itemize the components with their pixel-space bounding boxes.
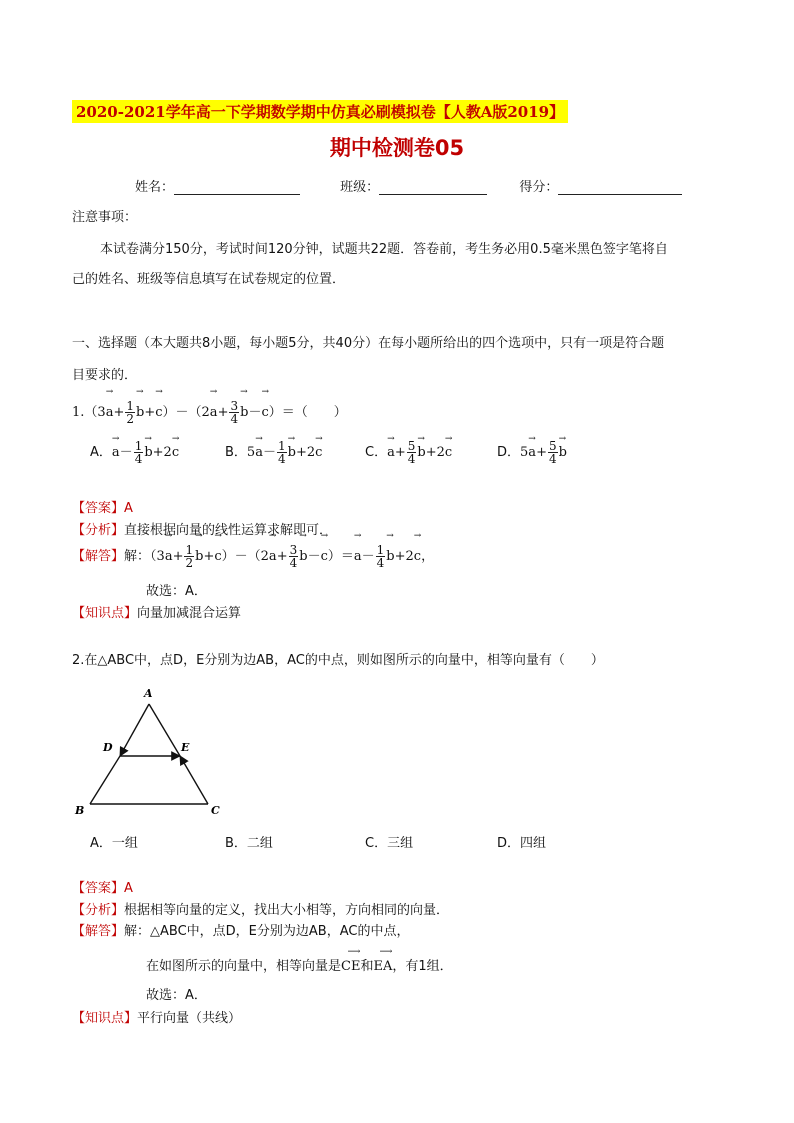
q1-option-c[interactable]: C．→ a+ $\frac{5}{4}$ → b+2→ c xyxy=(365,440,452,465)
score-blank xyxy=(558,180,682,195)
label-d: D xyxy=(103,741,113,754)
and-text: 和 xyxy=(360,959,374,974)
class-blank xyxy=(379,180,487,195)
q2-option-d[interactable]: D．四组 xyxy=(497,836,547,851)
class-label: 班级： xyxy=(340,180,380,195)
student-info-row xyxy=(135,176,710,195)
q1-option-a[interactable]: A．→ a－ $\frac{1}{4}$ → b+2→ c xyxy=(90,440,179,465)
vec1-label: CE xyxy=(341,959,361,974)
q1-number: 1. xyxy=(72,405,85,420)
q1-knowledge xyxy=(72,604,241,624)
name-label: 姓名： xyxy=(135,180,175,195)
q1-option-d[interactable]: D．5→ a+ $\frac{5}{4}$ → b xyxy=(497,440,567,465)
notice-line-1: 本试卷满分150分，考试时间120分钟，试题共22题．答卷前，考生务必用0.5毫米黑色签字笔将自 xyxy=(100,242,668,257)
answer-tag: 【答案】 xyxy=(72,881,125,896)
notice-heading: 注意事项： xyxy=(72,210,138,225)
label-c: C xyxy=(211,804,220,817)
vector-ad xyxy=(120,704,149,756)
q2-knowledge xyxy=(72,1009,241,1029)
solution-prefix: 解： xyxy=(124,549,151,564)
solution-tag: 【解答】 xyxy=(72,549,125,564)
answer-tag: 【答案】 xyxy=(72,501,125,516)
solution-text: 解：△ABC中，点D，E分别为边AB，AC的中点， xyxy=(124,924,410,939)
q2-solution-line-2 xyxy=(146,947,453,977)
q1-option-b[interactable]: B．5→ a－ $\frac{1}{4}$ → b+2→ c xyxy=(225,440,322,465)
analysis-tag: 【分析】 xyxy=(72,523,125,538)
vec2-label: EA xyxy=(373,959,393,974)
knowledge-tag: 【知识点】 xyxy=(72,1011,138,1026)
vector-ce-text: ⟶ CE xyxy=(341,947,361,974)
segment-bd xyxy=(90,756,120,804)
section-heading-line-1: 一、选择题（本大题共8小题，每小题5分，共40分）在每小题所给出的四个选项中，只有一项是符合题 xyxy=(72,336,665,351)
q1-stem: 1.（3→ a+ $\frac{1}{2}$ → b+→ c）－（2→ a+ $\frac{3}{4}$ → b－→ c）＝（ ） xyxy=(72,398,347,428)
q2-option-b[interactable]: B．二组 xyxy=(225,836,273,851)
knowledge-tag: 【知识点】 xyxy=(72,606,138,621)
q2-stem: 2.在△ABC中，点D，E分别为边AB，AC的中点，则如图所示的向量中，相等向量有（ ） xyxy=(72,653,604,668)
answer-value: A xyxy=(124,501,133,516)
notice-line-2: 己的姓名、班级等信息填写在试卷规定的位置． xyxy=(72,272,346,287)
q2-option-c[interactable]: C．三组 xyxy=(365,836,414,851)
solution-tag: 【解答】 xyxy=(72,924,125,939)
vector-ea-text: ⟶ EA xyxy=(373,947,393,974)
analysis-tag: 【分析】 xyxy=(72,903,125,918)
section-heading-line-2: 目要求的． xyxy=(72,368,138,383)
score-field xyxy=(519,176,682,195)
q2-answer xyxy=(72,879,133,899)
series-banner: 2020-2021学年高一下学期数学期中仿真必刷模拟卷【人教A版2019】 xyxy=(72,100,568,123)
q2-analysis xyxy=(72,901,449,921)
vector-ce xyxy=(180,756,208,804)
q1-choose: 故选：A． xyxy=(146,584,207,599)
q2-option-a[interactable]: A．一组 xyxy=(90,836,138,851)
triangle-figure xyxy=(70,684,230,820)
score-label: 得分： xyxy=(519,180,559,195)
q1-answer xyxy=(72,499,133,519)
label-a: A xyxy=(144,687,153,700)
q1-solution: 【解答】解：（3→ a+ $\frac{1}{2}$ → b+→ c）－（2→ a+ $\frac{3}{4}$ → b－→ c）＝→ a－ $\frac{1}{4}$ → b+2→ c， xyxy=(72,542,434,572)
analysis-text: 直接根据向量的线性运算求解即可． xyxy=(124,523,333,538)
analysis-text: 根据相等向量的定义，找出大小相等，方向相同的向量． xyxy=(124,903,450,918)
q2-choose: 故选：A． xyxy=(146,988,207,1003)
class-field xyxy=(340,176,487,195)
solution-text-a: 在如图所示的向量中，相等向量是 xyxy=(146,959,342,974)
page-title: 期中检测卷05 xyxy=(329,136,465,160)
name-blank xyxy=(174,180,300,195)
segment-ae xyxy=(149,704,180,756)
label-e: E xyxy=(181,741,190,754)
solution-text-b: ，有1组． xyxy=(392,959,453,974)
answer-value: A xyxy=(124,881,133,896)
knowledge-text: 平行向量（共线） xyxy=(137,1011,242,1026)
label-b: B xyxy=(75,804,85,817)
knowledge-text: 向量加减混合运算 xyxy=(137,606,242,621)
name-field xyxy=(135,176,300,195)
q2-solution-line-1 xyxy=(72,922,409,942)
